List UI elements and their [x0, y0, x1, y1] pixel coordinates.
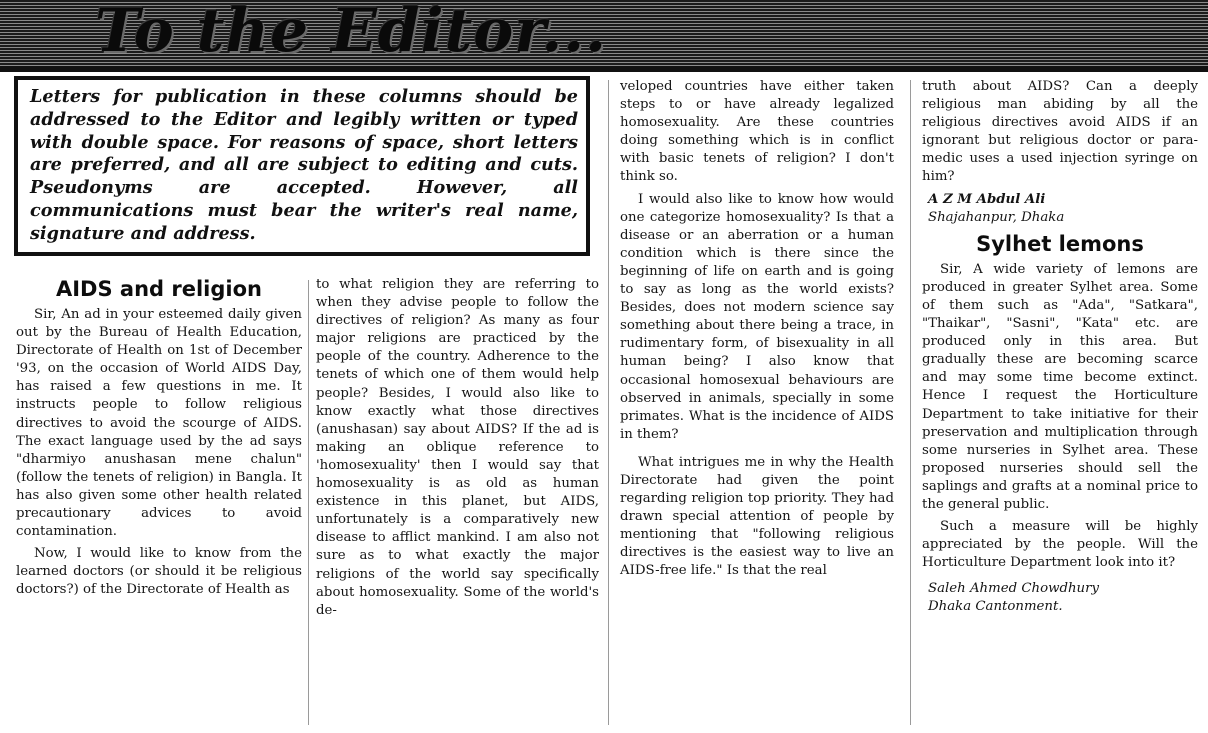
letter-paragraph: I would also like to know how would one categorize homosexuality? Is that a disease or an aberration or a human condition which is there since the beginning of life on earth and is going to say as long as the world exists? Besides, does not modern science say something about there being a trace, in rudimentary form, of bisexuality in all human being? I also know that occasional homosexual behaviours are observed in animals, specially in some primates. What is the incidence of AIDS in them? — [620, 191, 894, 442]
signature-name: A Z M Abdul Ali — [928, 191, 1046, 207]
column-3 — [620, 78, 894, 581]
letter-paragraph: Sir, An ad in your esteemed daily given out by the Bureau of Health Education, Directorate of Health on 1st of December '93, on the occasion of World AIDS Day, has raised a few questions in me. It instructs people to follow religious directives to avoid the scourge of AIDS. The exact language used by the ad says "dharmiyo anushasan mene chalun" (follow the tenets of religion) in Bangla. It has also given some other health related precautionary advices to avoid contamination. — [16, 307, 302, 540]
column-divider — [308, 280, 309, 725]
letter-paragraph: to what religion they are referring to when they advise people to follow the directives of religion? As many as four major religions are practiced by the people of the country. Adherence to the tenets of which one of them would help people? Besides, I would also like to know exactly what those directives (anushasan) say about AIDS? If the ad is making an oblique reference to 'homosexuality' then I would say that homosexuality is as old as human existence in this planet, but AIDS, unfortunately is a comparatively new disease to afflict mankind. I am also not sure as to what exactly the major religions of the world say specifically about homosexuality. Some of the world's de- — [316, 277, 599, 618]
section-title: To the Editor... — [95, 0, 608, 66]
letter-signature-aids — [922, 191, 1198, 227]
signature-place: Shajahanpur, Dhaka — [928, 209, 1065, 225]
editorial-notice-text: Letters for publication in these columns should be addressed to the Editor and legibly written or typed with double space. For reasons of space, short letters are preferred, and all are subject to editing and cuts. Pseudonyms are accepted. However, all communications must bear the writer's real name, signature and address. — [30, 86, 578, 244]
column-2 — [316, 276, 599, 620]
letter-paragraph: Now, I would like to know from the learned doctors (or should it be religious doctors?) of the Directorate of Health as — [16, 546, 302, 598]
letter-paragraph: Such a measure will be highly appreciated by the people. Will the Horticulture Department look into it? — [922, 519, 1198, 571]
letter-signature-lemons — [922, 580, 1198, 616]
letter-headline-aids: AIDS and religion — [55, 277, 262, 301]
column-divider — [608, 80, 609, 725]
letter-paragraph: What intrigues me in why the Health Directorate had given the point regarding religion top priority. They had drawn special attention of people by mentioning that "following religious directives is the easiest way to live an AIDS-free life." Is that the real — [620, 454, 894, 579]
letter-headline-lemons: Sylhet lemons — [976, 231, 1144, 256]
letter-paragraph: Sir, A wide variety of lemons are produced in greater Sylhet area. Some of them such as "Ada", "Satkara", "Thaikar", "Sasni", "Kata" etc. are produced only in this area. But gradually these are becoming scarce and may some time become extinct. Hence I request the Horticulture Department to take initiative for their preservation and multiplication through some nurseries in Sylhet area. These proposed nurseries should sell the saplings and grafts at a nominal price to the general public. — [922, 261, 1198, 512]
signature-place: Dhaka Cantonment. — [928, 599, 1063, 615]
editorial-notice-box — [14, 76, 590, 256]
signature-name: Saleh Ahmed Chowdhury — [928, 581, 1099, 597]
banner-rule — [0, 66, 1208, 72]
letter-paragraph: veloped countries have either taken steps to or have already legalized homosexuality. Are these countries doing something which is in conflict with basic tenets of religion? I don't think so. — [620, 79, 894, 185]
column-divider — [910, 80, 911, 725]
section-banner — [0, 0, 1208, 66]
column-1 — [16, 276, 302, 600]
column-4 — [922, 78, 1198, 617]
letter-paragraph: truth about AIDS? Can a deeply religious man abiding by all the religious directives avoid AIDS if an ignorant but religious doctor or para-medic uses a used injection syringe on him? — [922, 79, 1198, 185]
